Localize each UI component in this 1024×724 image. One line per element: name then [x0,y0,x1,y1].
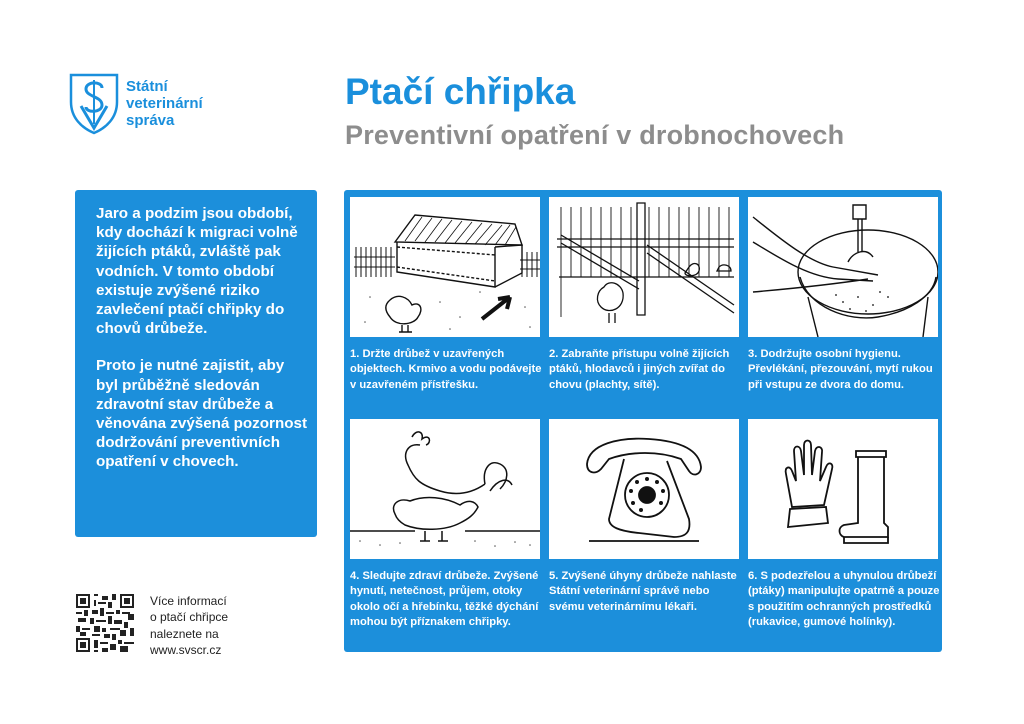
measure-text: 4. Sledujte zdraví drůbeže. Zvýšené hynutí, netečnost, průjem, otoky okolo očí a hřebínku, těžké dýchání mohou být příznakem chřipky. [350,570,539,628]
measure-text: 2. Zabraňte přístupu volně žijících ptáků, hlodavců i jiných zvířat do chovu (plachty, sítě). [549,348,730,391]
measure-text: 1. Držte drůbež v uzavřených objektech. Krmivo a vodu podávejte v uzavřeném přístřešku. [350,348,542,391]
more-info-line: o ptačí chřipce [150,610,229,625]
intro-box [75,190,317,537]
page-subtitle: Preventivní opatření v drobnochovech [345,120,845,150]
more-info-line: Více informací [150,594,227,608]
measure-text: 6. S podezřelou a uhynulou drůbeží (ptáky) manipulujte opatrně a pouze s použitím ochranných prostředků (rukavice, gumové holínky). [748,570,940,628]
glove-boot-illustration [748,419,938,559]
website-link[interactable]: www.svscr.cz [150,642,222,657]
svs-shield-logo-icon [68,72,120,136]
logo-line: veterinární [126,95,203,112]
logo-line: Státní [126,78,168,95]
fenced-enclosure-hens-illustration [549,197,739,337]
logo-line: správa [126,112,175,129]
qr-code-icon[interactable] [76,594,134,652]
coop-hen-arrow-illustration [350,197,540,337]
page-title: Ptačí chřipka [345,71,576,112]
intro-paragraph: Jaro a podzim jsou období, kdy dochází k migraci volně žijících ptáků, zvláště pak vodních. V tomto období existuje zvýšené riziko zavlečení ptačí chřipky do chovů drůbeže. [96,205,298,338]
rotary-telephone-illustration [549,419,739,559]
measure-text: 5. Zvýšené úhyny drůbeže nahlaste Státní veterinární správě nebo svému veterinárnímu lékaři. [549,570,737,613]
intro-paragraph: Proto je nutné zajistit, aby byl průběžně sledován zdravotní stav drůbeže a věnována zvýšená pozornost dodržování preventivních opatření v chovech. [96,357,308,471]
more-info-text [150,593,270,658]
logo-text [126,78,203,129]
rooster-hen-illustration [350,419,540,559]
more-info-line: naleznete na [150,626,219,641]
measure-text: 3. Dodržujte osobní hygienu. Převlékání, přezouvání, mytí rukou při vstupu ze dvora do domu. [748,348,933,391]
measures-panel [344,190,942,652]
hand-washing-illustration [748,197,938,337]
svs-logo [68,72,238,142]
